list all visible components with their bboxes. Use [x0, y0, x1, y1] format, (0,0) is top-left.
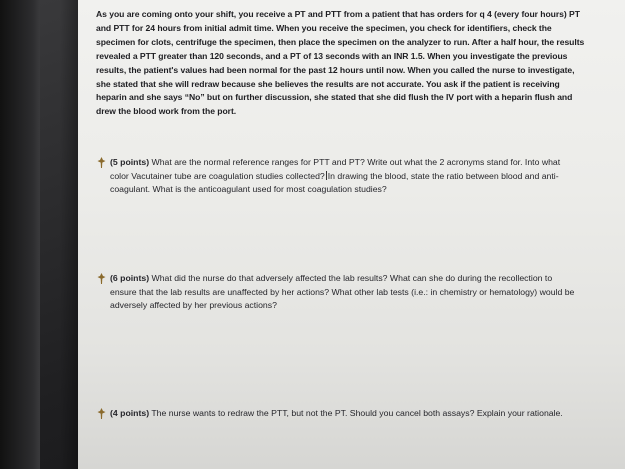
question-1 — [110, 156, 580, 197]
text-cursor — [326, 171, 327, 180]
monitor-bezel — [0, 0, 40, 469]
case-scenario-paragraph: As you are coming onto your shift, you receive a PT and PTT from a patient that has orders for q 4 (every four hours) PT and PTT for 24 hours from initial admit time. When you receive the specimen, you check for identifiers, check the specimen for clots, centrifuge the specimen, then place the specimen on the analyzer to run. After a half hour, the results revealed a PTT greater than 120 seconds, and a PT of 13 seconds with an INR 1.5. When you investigate the previous results, the patient's values had been normal for the past 12 hours until now. When you called the nurse to investigate, she stated that she will redraw because she believes the results are not accurate. You ask if the patient is receiving heparin and she says “No” but on further discussion, she stated that she did flush the IV port with a heparin flush and drew the blood work from the port. — [96, 9, 585, 117]
pushpin-bullet-icon — [97, 408, 106, 419]
document-content — [96, 8, 588, 418]
question-2-points: (6 points) — [110, 273, 150, 283]
question-3 — [110, 407, 580, 421]
question-1-text-continued: In drawing the blood, state the ratio between blood and anti-coagulant. What is the anticoagulant used for most coagulation studies? — [110, 170, 559, 195]
page-edge-shadow — [60, 0, 80, 469]
question-2 — [110, 272, 580, 313]
question-1-points: (5 points) — [110, 157, 150, 167]
pushpin-bullet-icon — [97, 273, 106, 284]
pushpin-bullet-icon — [97, 157, 106, 168]
question-2-text: What did the nurse do that adversely affected the lab results? What can she do during the recollection to ensure that the lab results are unaffected by her actions? What other lab tests (i.e.: in chemistry or hematology) would be adversely affected by her previous actions? — [110, 273, 575, 311]
question-3-text: The nurse wants to redraw the PTT, but not the PT. Should you cancel both assays? Explain your rationale. — [149, 408, 563, 418]
question-3-points: (4 points) — [110, 408, 150, 418]
question-1-text: What are the normal reference ranges for PTT and PT? Write out what the 2 acronyms stand for. Into what color Vacutainer tube are coagulation studies collected? — [110, 157, 561, 181]
